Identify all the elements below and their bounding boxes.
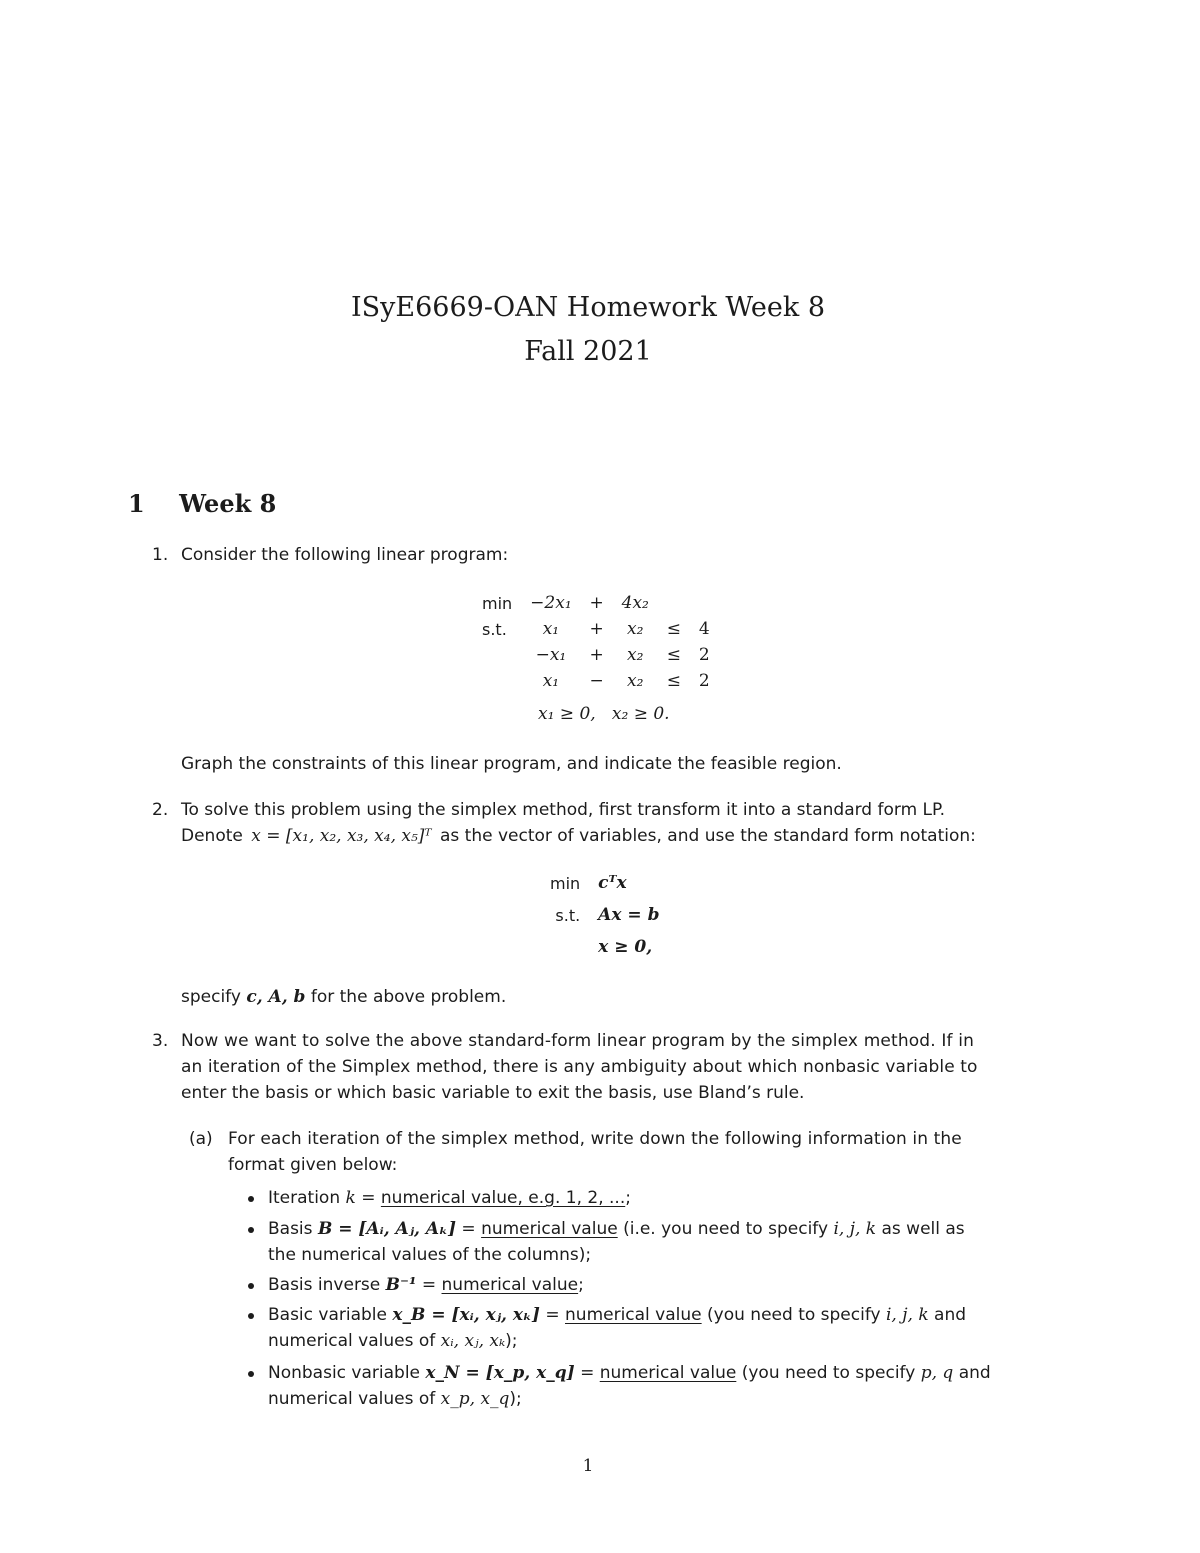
bullet-text: as well as — [881, 1219, 965, 1239]
bullet-underlined: numerical value — [599, 1363, 737, 1383]
bullet-math: B⁻¹ — [385, 1275, 417, 1295]
bullet-text: ); — [509, 1389, 522, 1409]
problem-1-intro: Consider the following linear program: — [181, 545, 509, 565]
problem-2-number: 2. — [152, 800, 169, 820]
lp-cell: −x₁ — [535, 645, 567, 665]
bullet-equals: = — [361, 1188, 376, 1208]
bullet-underlined: numerical value — [481, 1219, 618, 1239]
specify-post: for the above problem. — [310, 987, 507, 1007]
bullet-text: and — [934, 1305, 967, 1325]
bullet-math: i, j, k — [833, 1219, 877, 1239]
problem-2-line-1: To solve this problem using the simplex method, first transform it into a standard form LP. — [181, 800, 946, 820]
lp-cell: + — [589, 645, 604, 665]
bullet-math: x_N = [x_p, x_q] — [425, 1363, 575, 1383]
part-a-label: (a) — [189, 1129, 213, 1149]
bullet-line — [268, 1386, 1058, 1412]
std-objective: cᵀx — [598, 873, 627, 893]
bullet-math: p, q — [920, 1363, 954, 1383]
denote-rest: as the vector of variables, and use the standard form notation: — [439, 826, 976, 846]
problem-1-task: Graph the constraints of this linear program, and indicate the feasible region. — [181, 754, 842, 774]
lp-cell: x₂ — [627, 671, 644, 691]
bullet-equals: = — [421, 1275, 437, 1295]
bullet-equals: = — [580, 1363, 595, 1383]
lp-cell: 2 — [698, 645, 710, 665]
standard-form — [546, 870, 663, 960]
bullet-text: and — [958, 1363, 991, 1383]
bullet-text: Nonbasic variable — [268, 1363, 421, 1383]
lp-cell: − — [589, 671, 604, 691]
part-a-text — [228, 1126, 1058, 1178]
problem-2-specify — [181, 984, 506, 1010]
lp-cell: x₂ — [627, 645, 644, 665]
bullet-dot — [248, 1227, 254, 1233]
problem-3-text — [181, 1028, 1061, 1106]
section-number: 1 — [128, 489, 145, 518]
bullet-text: numerical values of — [268, 1331, 436, 1351]
variable-vector: x = [x₁, x₂, x₃, x₄, x₅]ᵀ — [251, 826, 432, 846]
bullet-text: Basic variable — [268, 1305, 387, 1325]
lp-cell: x₁ — [542, 619, 560, 639]
bullet-math: k — [345, 1188, 356, 1208]
bullet-basic-variable — [268, 1302, 1058, 1354]
specify-pre: specify — [181, 987, 241, 1007]
bullet-line: the numerical values of the columns); — [268, 1245, 592, 1265]
lp-objective-row — [478, 590, 714, 616]
lp-nonnegativity: x₁ ≥ 0, x₂ ≥ 0. — [538, 704, 670, 724]
bullet-dot — [248, 1371, 254, 1377]
problem-3-line: enter the basis or which basic variable to exit the basis, use Bland’s rule. — [181, 1083, 805, 1103]
lp-cell: + — [589, 593, 604, 613]
linear-program — [478, 590, 714, 694]
lp-constraint-row — [478, 642, 714, 668]
bullet-text: ); — [505, 1331, 518, 1351]
document-title: ISyE6669-OAN Homework Week 8 — [350, 292, 826, 323]
lp-constraint-row — [478, 616, 714, 642]
std-row — [546, 896, 663, 928]
lp-cell: 4 — [698, 619, 710, 639]
section-heading — [128, 489, 276, 518]
lp-cell: x₂ — [627, 619, 644, 639]
lp-cell: ≤ — [666, 645, 681, 665]
bullet-math: x_p, x_q — [440, 1389, 510, 1409]
bullet-iteration — [268, 1185, 631, 1211]
lp-cell: −2x₁ — [530, 593, 572, 613]
bullet-line — [268, 1216, 1058, 1242]
bullet-line — [268, 1328, 1058, 1354]
bullet-equals: = — [461, 1219, 476, 1239]
std-constraint: Ax = b — [598, 905, 660, 925]
bullet-text: ; — [578, 1275, 584, 1295]
document-term: Fall 2021 — [524, 336, 652, 367]
std-nonneg: x ≥ 0, — [598, 937, 653, 957]
problem-1-number: 1. — [152, 545, 169, 565]
std-min-label: min — [550, 873, 581, 893]
part-a-line: For each iteration of the simplex method, write down the following information in the — [228, 1129, 962, 1149]
specify-vars: c, A, b — [246, 987, 306, 1007]
bullet-math: i, j, k — [886, 1305, 929, 1325]
bullet-basis-inverse — [268, 1272, 584, 1298]
std-row — [546, 870, 663, 896]
lp-cell: ≤ — [666, 619, 681, 639]
problem-3-line: Now we want to solve the above standard-form linear program by the simplex method. If in — [181, 1031, 974, 1051]
bullet-text: numerical values of — [268, 1389, 436, 1409]
bullet-math: x_B = [xᵢ, xⱼ, xₖ] — [392, 1305, 540, 1325]
bullet-dot — [248, 1313, 254, 1319]
bullet-basis — [268, 1216, 1058, 1268]
section-title: Week 8 — [179, 489, 277, 518]
lp-cell: + — [589, 619, 604, 639]
lp-st-label: s.t. — [482, 619, 507, 639]
denote-text: Denote — [181, 826, 243, 846]
lp-cell: x₁ — [542, 671, 560, 691]
std-row — [546, 928, 663, 960]
bullet-dot — [248, 1196, 254, 1202]
problem-3-line: an iteration of the Simplex method, there is any ambiguity about which nonbasic variable to — [181, 1057, 978, 1077]
bullet-line — [268, 1360, 1058, 1386]
bullet-dot — [248, 1283, 254, 1289]
lp-min-label: min — [482, 593, 513, 613]
bullet-text: Basis inverse — [268, 1275, 381, 1295]
lp-cell: ≤ — [666, 671, 681, 691]
problem-2-line-2 — [181, 823, 976, 849]
std-st-label: s.t. — [555, 905, 581, 925]
bullet-text: ; — [625, 1188, 631, 1208]
part-a-line: format given below: — [228, 1155, 398, 1175]
bullet-underlined: numerical value — [441, 1275, 579, 1295]
problem-3-number: 3. — [152, 1031, 169, 1051]
page-number: 1 — [582, 1456, 594, 1476]
lp-cell: 4x₂ — [621, 593, 649, 613]
bullet-underlined: numerical value — [565, 1305, 702, 1325]
lp-cell: 2 — [698, 671, 710, 691]
bullet-equals: = — [545, 1305, 560, 1325]
bullet-text: (you need to specify — [741, 1363, 916, 1383]
bullet-text: Basis — [268, 1219, 313, 1239]
lp-constraint-row — [478, 668, 714, 694]
bullet-math: xᵢ, xⱼ, xₖ — [440, 1331, 506, 1351]
bullet-text: Iteration — [268, 1188, 341, 1208]
bullet-text: (you need to specify — [707, 1305, 881, 1325]
bullet-nonbasic-variable — [268, 1360, 1058, 1412]
bullet-math: B = [Aᵢ, Aⱼ, Aₖ] — [317, 1219, 457, 1239]
bullet-text: (i.e. you need to specify — [623, 1219, 829, 1239]
bullet-line — [268, 1302, 1058, 1328]
bullet-underlined: numerical value, e.g. 1, 2, ... — [380, 1188, 626, 1208]
